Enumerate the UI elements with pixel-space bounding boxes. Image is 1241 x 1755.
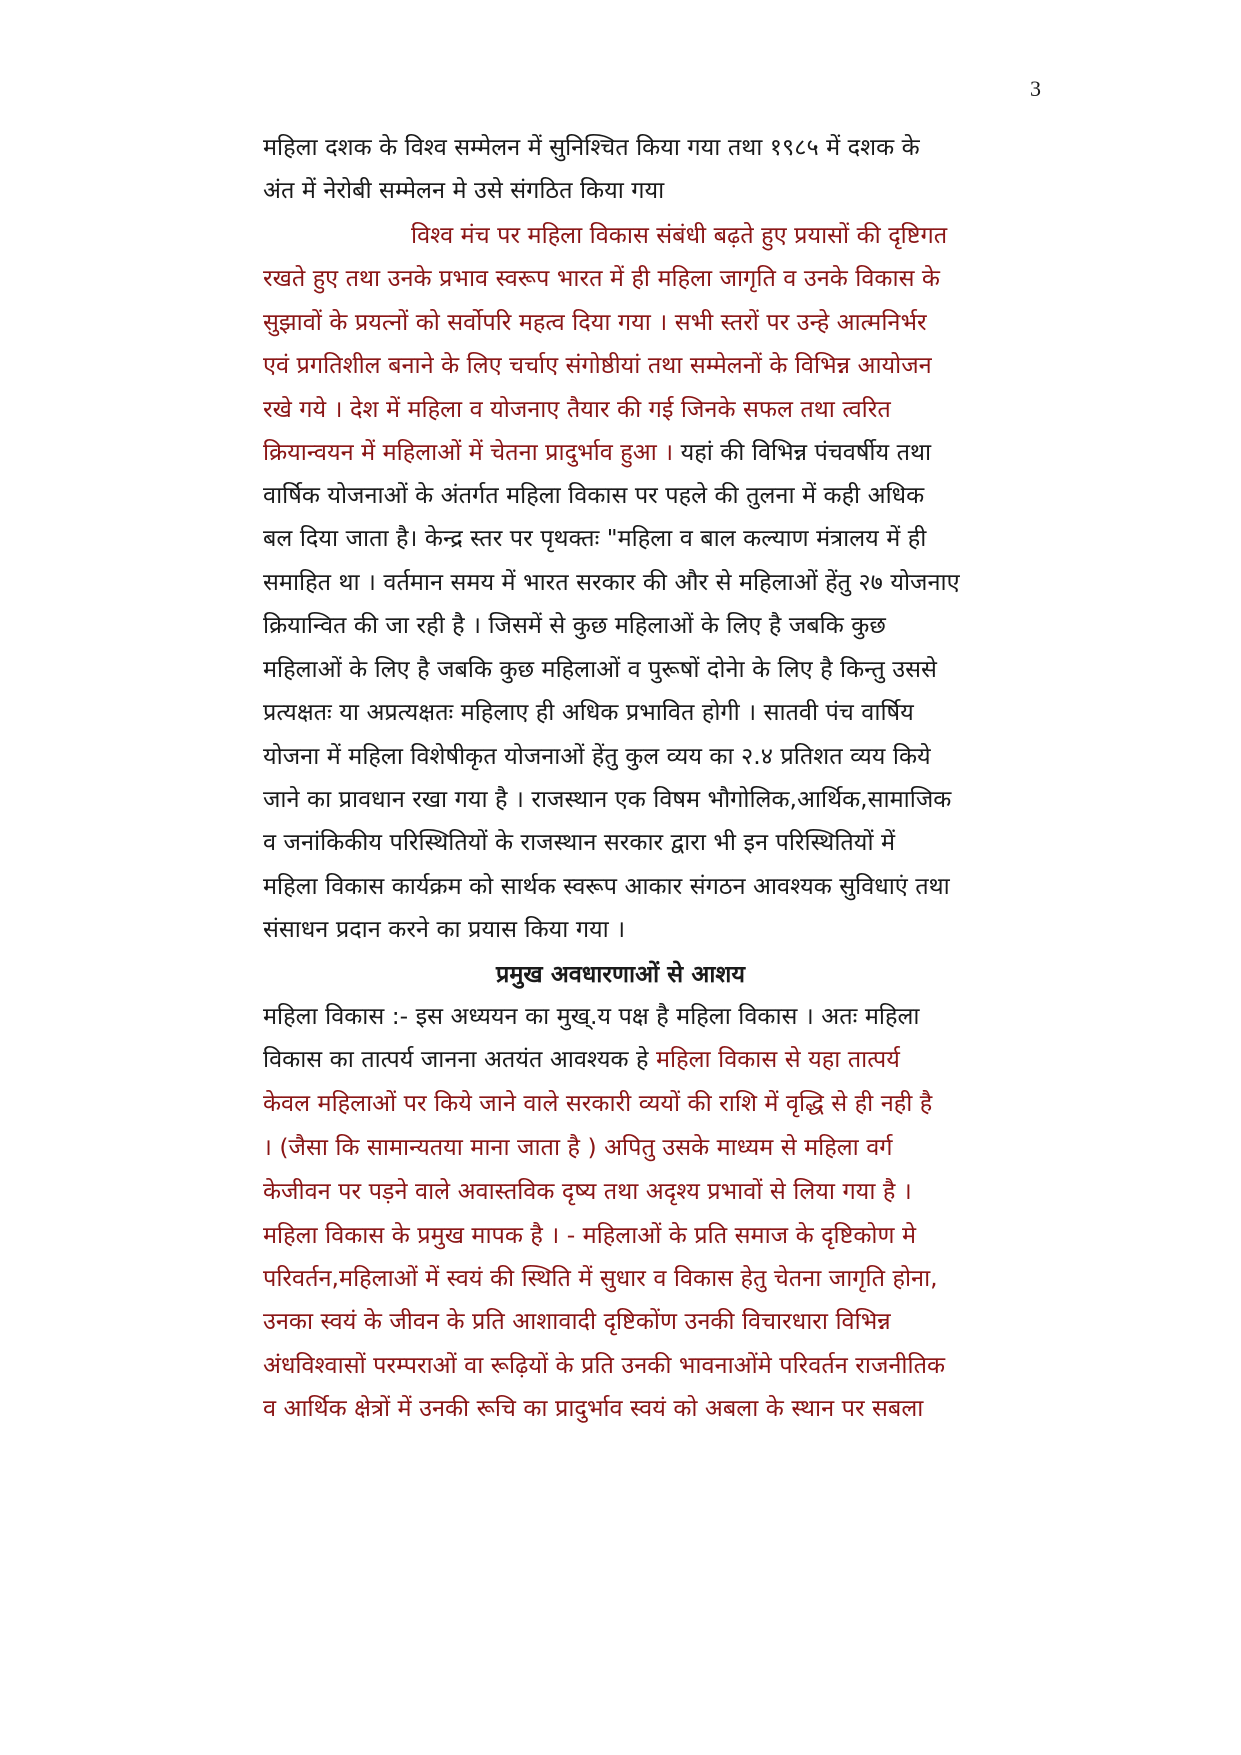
text-segment: एवं प्रगतिशील बनाने के लिए चर्चाए संगोष्ठीयां तथा सम्मेलनों के विभिन्न आयोजन [263,351,932,379]
text-segment: रखते हुए तथा उनके प्रभाव स्वरूप भारत में ही महिला जागृति व उनके विकास के [263,264,940,292]
text-segment: व आर्थिक क्षेत्रों में उनकी रूचि का प्रादुर्भाव स्वयं को अबला के स्थान पर सबला [263,1394,924,1422]
text-segment: संसाधन प्रदान करने का प्रयास किया गया । [263,915,626,943]
text-segment: विकास का तात्पर्य जानना अतयंत आवश्यक हे [263,1045,649,1073]
text-line [263,263,940,293]
text-line [263,1176,912,1206]
text-line [263,132,920,162]
text-segment: महिला विकास के प्रमुख मापक है । - महिलाओं के प्रति समाज के दृष्टिकोण मे [263,1221,917,1249]
text-segment: उनका स्वयं के जीवन के प्रति आशावादी दृष्टिकोंण उनकी विचारधारा विभिन्न [263,1307,891,1335]
text-line [263,1132,893,1162]
text-segment: महिला दशक के विश्व सम्मेलन में सुनिश्चित किया गया तथा १९८५ में दशक के [263,133,920,161]
text-segment: सुझावों के प्रयत्नों को सर्वोपरि महत्व दिया गया । सभी स्तरों पर उन्हे आत्मनिर्भर [263,308,927,336]
text-line [263,1088,932,1118]
text-line [263,1001,919,1031]
text-segment: अंत में नेरोबी सम्मेलन मे उसे संगठित किया गया [263,176,665,204]
text-line [263,1044,900,1074]
text-line [263,610,886,640]
text-segment: वार्षिक योजनाओं के अंतर्गत महिला विकास पर पहले की तुलना में कही अधिक [263,481,925,509]
text-segment: रखे गये । देश में महिला व योजनाए तैयार की गई जिनके सफल तथा त्वरित [263,395,891,423]
text-line [263,1263,938,1293]
text-segment: प्रत्यक्षतः या अप्रत्यक्षतः महिलाए ही अधिक प्रभावित होगी । सातवी पंच वार्षिय [263,698,914,726]
text-line [263,871,950,901]
text-line [263,1350,945,1380]
text-line [263,914,625,944]
text-line [263,350,932,380]
text-segment: महिला विकास :- इस अध्ययन का मुख्.य पक्ष है महिला विकास । अतः महिला [263,1002,920,1030]
text-segment: परिवर्तन,महिलाओं में स्वयं की स्थिति में सुधार व विकास हेतु चेतना जागृति होना, [263,1264,938,1292]
text-line [263,1220,916,1250]
text-line [263,741,931,771]
text-segment: जाने का प्रावधान रखा गया है । राजस्थान एक विषम भौगोलिक,आर्थिक,सामाजिक [263,785,952,813]
text-line [263,567,960,597]
text-line [263,654,937,684]
text-line [263,523,926,553]
text-segment: महिलाओं के लिए है जबकि कुछ महिलाओं व पुरूषों दोनेा के लिए है किन्तु उससे [263,655,937,683]
text-segment: महिला विकास से यहा तात्पर्य [648,1045,900,1073]
text-segment: अंधविश्वासों परम्पराओं वा रूढ़ियों के प्रति उनकी भावनाओंमे परिवर्तन राजनीतिक [263,1351,946,1379]
text-line [263,175,664,205]
text-segment: महिला विकास कार्यक्रम को सार्थक स्वरूप आकार संगठन आवश्यक सुविधाएं तथा [263,872,950,900]
text-line [263,784,951,814]
text-line [263,437,931,467]
text-segment: यहां की विभिन्न पंचवर्षीय तथा [673,438,932,466]
text-segment: क्रियान्वयन में महिलाओं में चेतना प्रादुर्भाव हुआ । [263,438,674,466]
page-number: 3 [1030,76,1041,101]
text-line [263,697,914,727]
text-segment: केजीवन पर पड़ने वाले अवास्तविक दृष्य तथा अदृश्य प्रभावों से लिया गया है । [263,1177,912,1205]
text-line [263,307,927,337]
text-line [263,827,895,857]
text-segment: समाहित था । वर्तमान समय में भारत सरकार की और से महिलाओं हेंतु २७ योजनाए [263,568,960,596]
text-line [263,1393,923,1423]
text-segment: क्रियान्वित की जा रही है । जिसमें से कुछ महिलाओं के लिए है जबकि कुछ [263,611,886,639]
text-segment: । (जैसा कि सामान्यतया माना जाता है ) अपितु उसके माध्यम से महिला वर्ग [263,1133,893,1161]
text-segment: योजना में महिला विशेषीकृत योजनाओं हेंतु कुल व्यय का २.४ प्रतिशत व्यय किये [263,742,931,770]
text-segment: बल दिया जाता है। केन्द्र स्तर पर पृथक्तः "महिला व बाल कल्याण मंत्रालय में ही [263,524,927,552]
text-segment: केवल महिलाओं पर किये जाने वाले सरकारी व्ययों की राशि में वृद्धि से ही नही है [263,1089,933,1117]
section-heading: प्रमुख अवधारणाओं से आशय [496,960,745,988]
text-segment: विश्व मंच पर महिला विकास संबंधी बढ़ते हुए प्रयासों की दृष्टिगत [411,221,948,249]
text-line [411,220,947,250]
text-line [263,1306,891,1336]
text-segment: व जनांकिकीय परिस्थितियों के राजस्थान सरकार द्वारा भी इन परिस्थितियों में [263,828,896,856]
text-line [263,394,891,424]
text-line [263,480,924,510]
